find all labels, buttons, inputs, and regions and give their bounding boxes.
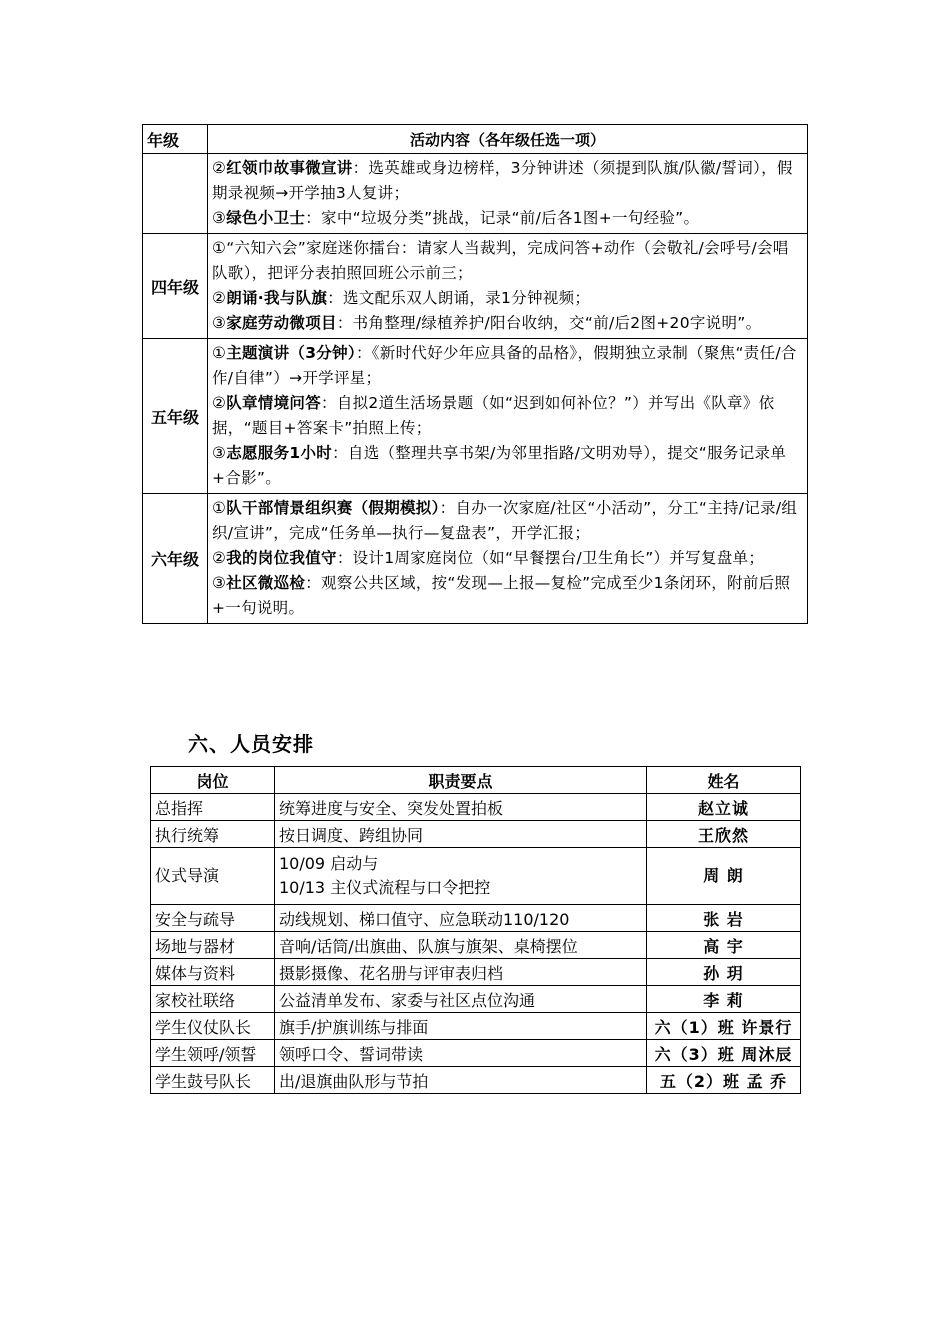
section-title: 六、人员安排	[188, 732, 314, 756]
role-cell: 场地与器材	[151, 932, 275, 959]
activities-header-row	[143, 125, 808, 154]
item-text: ：设计1周家庭岗位（如“早餐摆台/卫生角长”）并写复盘单；	[336, 549, 765, 567]
role-cell: 执行统筹	[151, 821, 275, 848]
name-cell: 六（3）班 周沐辰	[647, 1040, 801, 1067]
item-title: 队干部情景组织赛（假期模拟）	[226, 499, 440, 517]
name-cell: 李 莉	[647, 986, 801, 1013]
item-marker: ②	[212, 394, 227, 412]
content-cell	[208, 234, 808, 339]
role-cell: 总指挥	[151, 794, 275, 821]
item-text: ：选文配乐双人朗诵，录1分钟视频；	[327, 289, 591, 307]
duty-cell: 动线规划、梯口值守、应急联动110/120	[275, 905, 647, 932]
staff-row	[151, 932, 801, 959]
role-cell: 媒体与资料	[151, 959, 275, 986]
item-marker: ②	[212, 159, 227, 177]
activities-body	[143, 154, 808, 624]
staff-row	[151, 905, 801, 932]
item-marker: ①	[212, 239, 227, 257]
name-cell: 高 宇	[647, 932, 801, 959]
staff-row	[151, 821, 801, 848]
name-cell: 王欣然	[647, 821, 801, 848]
item-marker: ③	[212, 574, 227, 592]
item-title: 主题演讲（3分钟）	[226, 344, 356, 362]
item-marker: ③	[212, 444, 227, 462]
duty-line: 10/13 主仪式流程与口令把控	[279, 878, 491, 897]
name-cell: 五（2）班 孟 乔	[647, 1067, 801, 1094]
item-text: ：家中“垃圾分类”挑战，记录“前/后各1图+一句经验”。	[305, 209, 700, 227]
item-marker: ③	[212, 314, 227, 332]
activity-item	[212, 441, 803, 491]
header-name: 姓名	[647, 767, 801, 794]
staff-row	[151, 986, 801, 1013]
duty-cell: 摄影摄像、花名册与评审表归档	[275, 959, 647, 986]
grade-cell: 四年级	[143, 234, 208, 339]
duty-cell: 旗手/护旗训练与排面	[275, 1013, 647, 1040]
activity-item	[212, 311, 803, 336]
header-duty: 职责要点	[275, 767, 647, 794]
activity-item	[212, 286, 803, 311]
item-marker: ①	[212, 344, 227, 362]
staff-table	[150, 766, 801, 1094]
duty-cell: 按日调度、跨组协同	[275, 821, 647, 848]
activity-item	[212, 341, 803, 391]
name-cell: 孙 玥	[647, 959, 801, 986]
role-cell: 学生鼓号队长	[151, 1067, 275, 1094]
staff-row	[151, 1067, 801, 1094]
header-role: 岗位	[151, 767, 275, 794]
activity-item	[212, 391, 803, 441]
item-title: 红领巾故事微宣讲	[226, 159, 353, 177]
staff-row	[151, 959, 801, 986]
activity-row	[143, 234, 808, 339]
header-grade: 年级	[143, 125, 208, 154]
grade-cell: 六年级	[143, 494, 208, 624]
staff-row	[151, 1040, 801, 1067]
item-title: 朗诵·我与队旗	[226, 289, 328, 307]
role-cell: 学生领呼/领誓	[151, 1040, 275, 1067]
name-cell: 张 岩	[647, 905, 801, 932]
duty-cell: 公益清单发布、家委与社区点位沟通	[275, 986, 647, 1013]
item-title: 绿色小卫士	[226, 209, 306, 227]
name-cell: 六（1）班 许景行	[647, 1013, 801, 1040]
role-cell: 学生仪仗队长	[151, 1013, 275, 1040]
item-marker: ①	[212, 499, 227, 517]
item-title: 队章情境问答	[226, 394, 322, 412]
item-text: ：观察公共区域，按“发现—上报—复检”完成至少1条闭环，附前后照+一句说明。	[212, 574, 791, 617]
duty-cell: 出/退旗曲队形与节拍	[275, 1067, 647, 1094]
item-title: 社区微巡检	[226, 574, 306, 592]
duty-cell	[275, 848, 647, 905]
activity-item	[212, 496, 803, 546]
grade-cell	[143, 154, 208, 234]
item-marker: ③	[212, 209, 227, 227]
staff-row	[151, 1013, 801, 1040]
name-cell: 赵立诚	[647, 794, 801, 821]
activity-item	[212, 156, 803, 206]
item-text: ：自拟2道生活场景题（如“迟到如何补位？”）并写出《队章》依据，“题目+答案卡”拍照上传；	[212, 394, 775, 437]
activities-table	[142, 124, 808, 624]
grade-cell: 五年级	[143, 339, 208, 494]
duty-cell: 音响/话筒/出旗曲、队旗与旗架、桌椅摆位	[275, 932, 647, 959]
role-cell: 家校社联络	[151, 986, 275, 1013]
activity-item	[212, 236, 803, 286]
staff-row	[151, 794, 801, 821]
item-text: ：《新时代好少年应具备的品格》，假期独立录制（聚焦“责任/合作/自律”）→开学评星；	[212, 344, 797, 387]
item-text: “六知六会”家庭迷你擂台：请家人当裁判，完成问答+动作（会敬礼/会呼号/会唱队歌），把评分表拍照回班公示前三；	[212, 239, 789, 282]
duty-cell: 领呼口令、誓词带读	[275, 1040, 647, 1067]
content-cell	[208, 154, 808, 234]
header-content: 活动内容（各年级任选一项）	[208, 125, 808, 154]
activity-item	[212, 546, 803, 571]
activity-row	[143, 494, 808, 624]
item-title: 家庭劳动微项目	[226, 314, 337, 332]
name-cell: 周 朗	[647, 848, 801, 905]
activity-item	[212, 206, 803, 231]
item-text: ：书角整理/绿植养护/阳台收纳，交“前/后2图+20字说明”。	[336, 314, 762, 332]
activity-row	[143, 154, 808, 234]
item-text: ：自办一次家庭/社区“小活动”，分工“主持/记录/组织/宣讲”，完成“任务单—执行—复盘表”，开学汇报；	[212, 499, 798, 542]
staff-row	[151, 848, 801, 905]
duty-cell: 统筹进度与安全、突发处置拍板	[275, 794, 647, 821]
item-text: ：选英雄或身边榜样，3分钟讲述（须提到队旗/队徽/誓词），假期录视频→开学抽3人复讲；	[212, 159, 793, 202]
item-title: 志愿服务1小时	[226, 444, 333, 462]
staff-header-row	[151, 767, 801, 794]
content-cell	[208, 494, 808, 624]
staff-body	[151, 794, 801, 1094]
item-marker: ②	[212, 289, 227, 307]
item-title: 我的岗位我值守	[226, 549, 337, 567]
activity-row	[143, 339, 808, 494]
duty-line: 10/09 启动与	[279, 854, 379, 873]
activity-item	[212, 571, 803, 621]
role-cell: 安全与疏导	[151, 905, 275, 932]
role-cell: 仪式导演	[151, 848, 275, 905]
item-marker: ②	[212, 549, 227, 567]
content-cell	[208, 339, 808, 494]
item-text: ：自选（整理共享书架/为邻里指路/文明劝导），提交“服务记录单+合影”。	[212, 444, 787, 487]
